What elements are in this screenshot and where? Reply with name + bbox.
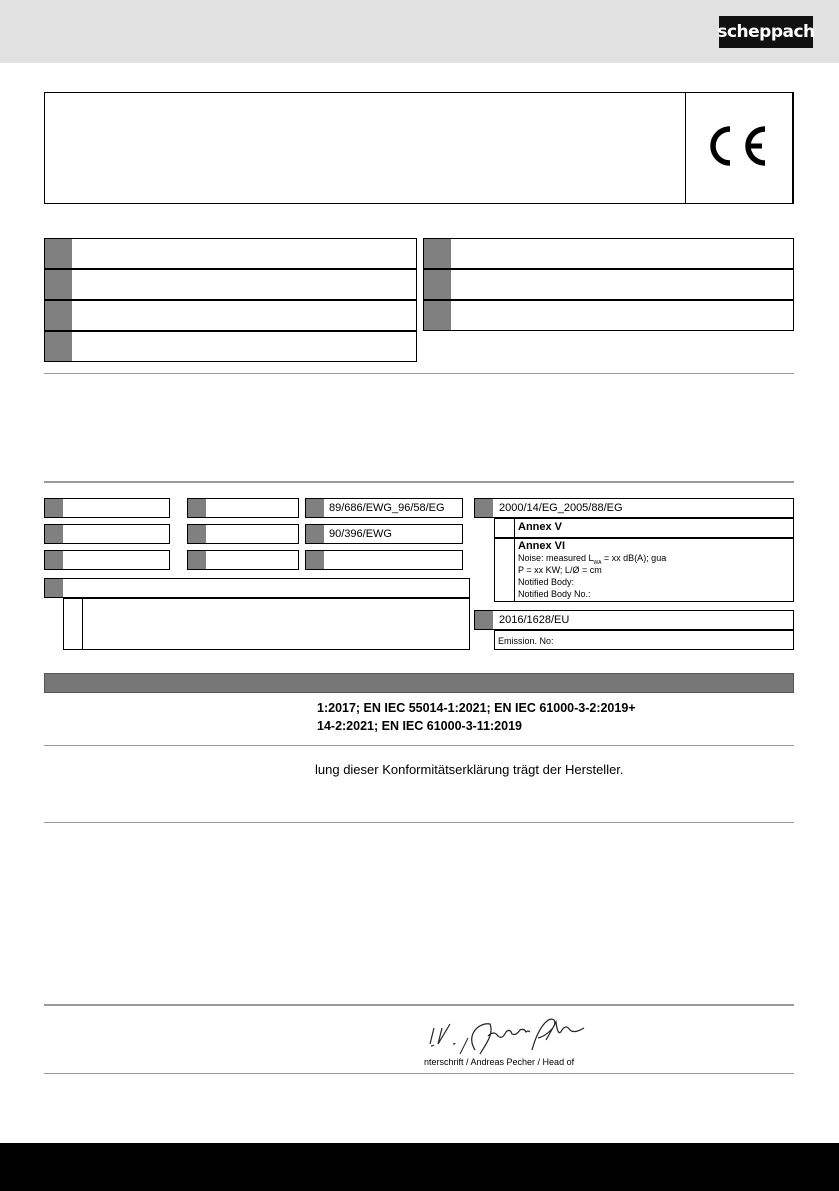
product-field-2 [44,269,417,300]
divider [44,1004,794,1006]
ce-mark-box [685,92,794,204]
product-field-7 [423,300,794,331]
standards-line-1: 1:2017; EN IEC 55014-1:2021; EN IEC 61000-3-2:2019+ [317,701,636,715]
product-field-3 [44,300,417,331]
directive-marker [45,579,63,597]
divider [44,481,794,483]
signature-icon [420,1014,590,1056]
directive-marker [188,525,206,543]
directive-2000-14-label: 2000/14/EG_2005/88/EG [499,502,623,514]
field-marker [45,270,72,299]
field-marker [424,301,451,330]
noise-measured-text: Noise: measured $L_{WA}$ = xx dB(A); gua [518,553,667,566]
directive-marker [188,499,206,517]
directive-marker [188,551,206,569]
directive-marker [45,525,63,543]
header-bar [0,0,839,63]
divider [44,745,794,746]
standards-line-2: 14-2:2021; EN IEC 61000-3-11:2019 [317,719,522,733]
directive-marker [45,499,63,517]
field-marker [45,332,72,361]
annex-vi-title: Annex VI [518,540,566,552]
directive-89-686-label: 89/686/EWG_96/58/EG [329,502,445,514]
directive-sub-divider [82,598,83,650]
directive-marker [475,499,493,517]
notified-body-no-text: Notified Body No.: [518,589,591,599]
directive-marker [475,611,493,629]
responsibility-statement: lung dieser Konformitätserklärung trägt der Hersteller. [315,762,624,777]
field-marker [45,301,72,330]
divider [44,822,794,823]
directive-sub-box [63,598,470,650]
product-field-1 [44,238,417,269]
power-text: P = xx KW; L/Ø = cm [518,565,602,575]
notified-body-text: Notified Body: [518,577,575,587]
divider [44,1073,794,1074]
directive-field [305,550,463,570]
signature-caption: nterschrift / Andreas Pecher / Head of [424,1057,575,1067]
scheppach-logo: scheppach [719,16,813,48]
product-field-6 [423,269,794,300]
handwritten-signature [420,1014,590,1056]
directive-90-396-label: 90/396/EWG [329,528,392,540]
product-field-4 [44,331,417,362]
directive-2016-1628-label: 2016/1628/EU [499,614,570,626]
footer-bar [0,1143,839,1191]
directive-marker [45,551,63,569]
ce-mark-icon [686,92,794,202]
product-field-5 [423,238,794,269]
emission-label: Emission. No: [498,636,554,646]
directive-marker [306,525,324,543]
field-marker [45,239,72,268]
directive-field-wide [44,578,470,598]
field-marker [424,239,451,268]
standards-header-bar [44,673,794,693]
signature-text: i. V. Andreas Pecher [420,1014,430,1015]
directive-marker [306,551,324,569]
declaration-title-box [44,92,794,204]
field-marker [424,270,451,299]
directive-marker [306,499,324,517]
annex-v-label: Annex V [518,521,563,533]
divider [44,373,794,374]
